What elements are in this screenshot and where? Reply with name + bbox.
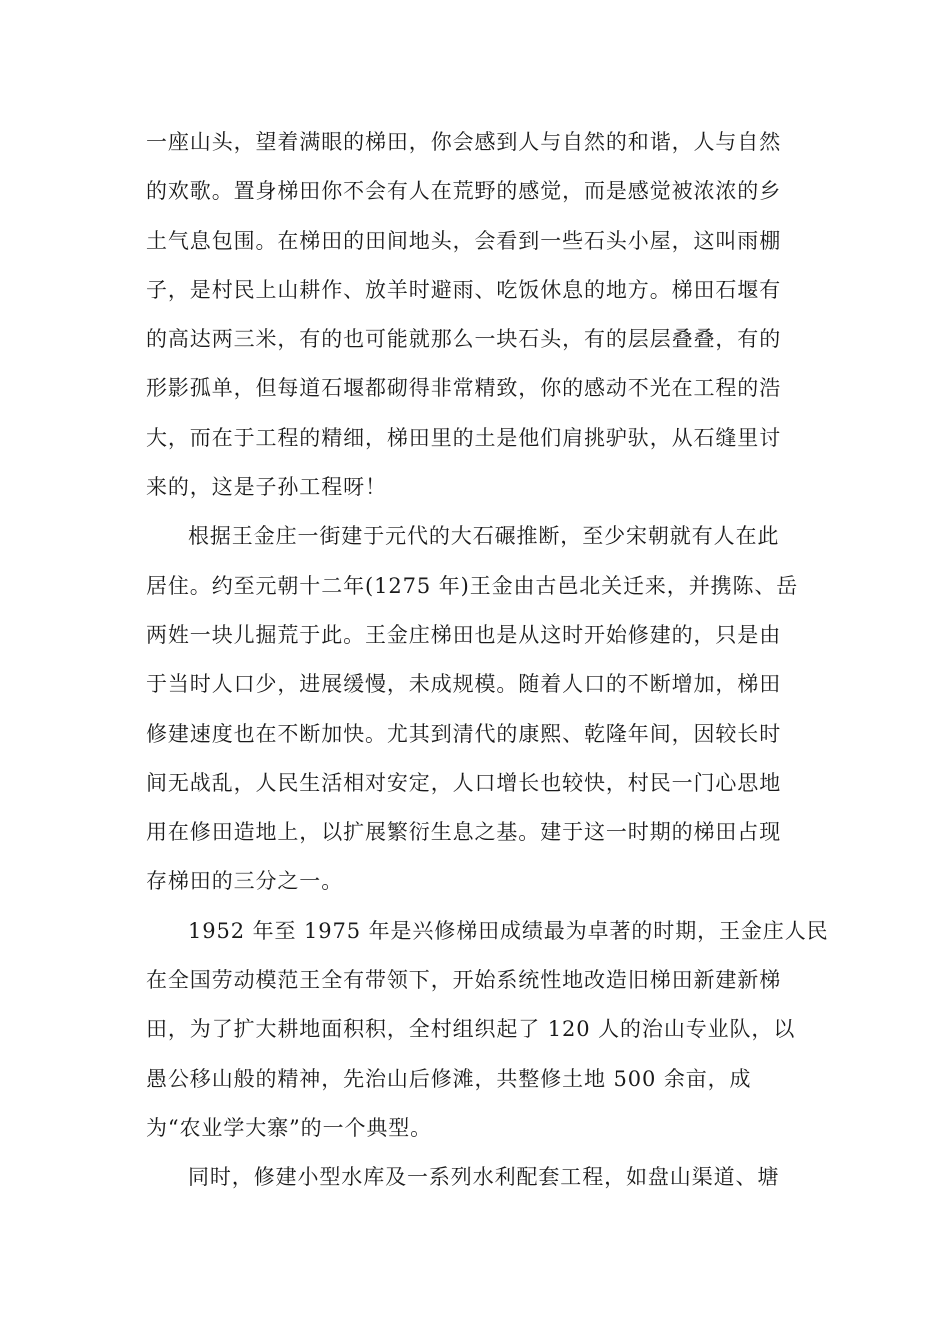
paragraph-first-line: 同时，修建小型水库及一系列水利配套工程，如盘山渠道、塘 (188, 1165, 780, 1190)
text-line: 子，是村民上山耕作、放羊时避雨、吃饭休息的地方。梯田石堰有 (146, 277, 782, 302)
text-line: 形影孤单，但每道石堰都砌得非常精致，你的感动不光在工程的浩 (146, 376, 782, 401)
text-line: 愚公移山般的精神，先治山后修滩，共整修土地 500 余亩，成 (146, 1066, 752, 1091)
text-line: 一座山头，望着满眼的梯田，你会感到人与自然的和谐，人与自然 (146, 130, 782, 154)
text-line: 土气息包围。在梯田的田间地头，会看到一些石头小屋，这叫雨棚 (146, 228, 782, 253)
text-line: 间无战乱，人民生活相对安定，人口增长也较快，村民一门心思地 (146, 770, 782, 795)
text-line: 存梯田的三分之一。 (146, 869, 344, 894)
text-line: 来的，这是子孙工程呀！ (146, 475, 387, 500)
text-line: 在全国劳动模范王全有带领下，开始系统性地改造旧梯田新建新梯 (146, 968, 782, 993)
text-line: 田，为了扩大耕地面积积，全村组织起了 120 人的治山专业队，以 (146, 1017, 796, 1042)
body-text (146, 122, 829, 1207)
text-line: 于当时人口少，进展缓慢，未成规模。随着人口的不断增加，梯田 (146, 672, 782, 697)
paragraph-first-line: 1952 年至 1975 年是兴修梯田成绩最为卓著的时期，王金庄人民 (188, 918, 829, 943)
text-line: 为“农业学大寨”的一个典型。 (146, 1115, 433, 1140)
paragraph-first-line: 根据王金庄一街建于元代的大石碾推断，至少宋朝就有人在此 (188, 524, 780, 549)
text-line: 大，而在于工程的精细，梯田里的土是他们肩挑驴驮，从石缝里讨 (146, 425, 782, 450)
text-line: 修建速度也在不断加快。尤其到清代的康熙、乾隆年间，因较长时 (146, 721, 782, 746)
text-line: 居住。约至元朝十二年(1275 年)王金由古邑北关迁来，并携陈、岳 (146, 573, 799, 598)
text-line: 两姓一块儿掘荒于此。王金庄梯田也是从这时开始修建的，只是由 (146, 622, 782, 647)
text-line: 的高达两三米，有的也可能就那么一块石头，有的层层叠叠，有的 (146, 327, 782, 352)
text-line: 的欢歌。置身梯田你不会有人在荒野的感觉，而是感觉被浓浓的乡 (146, 179, 782, 204)
text-line: 用在修田造地上，以扩展繁衍生息之基。建于这一时期的梯田占现 (146, 820, 782, 845)
